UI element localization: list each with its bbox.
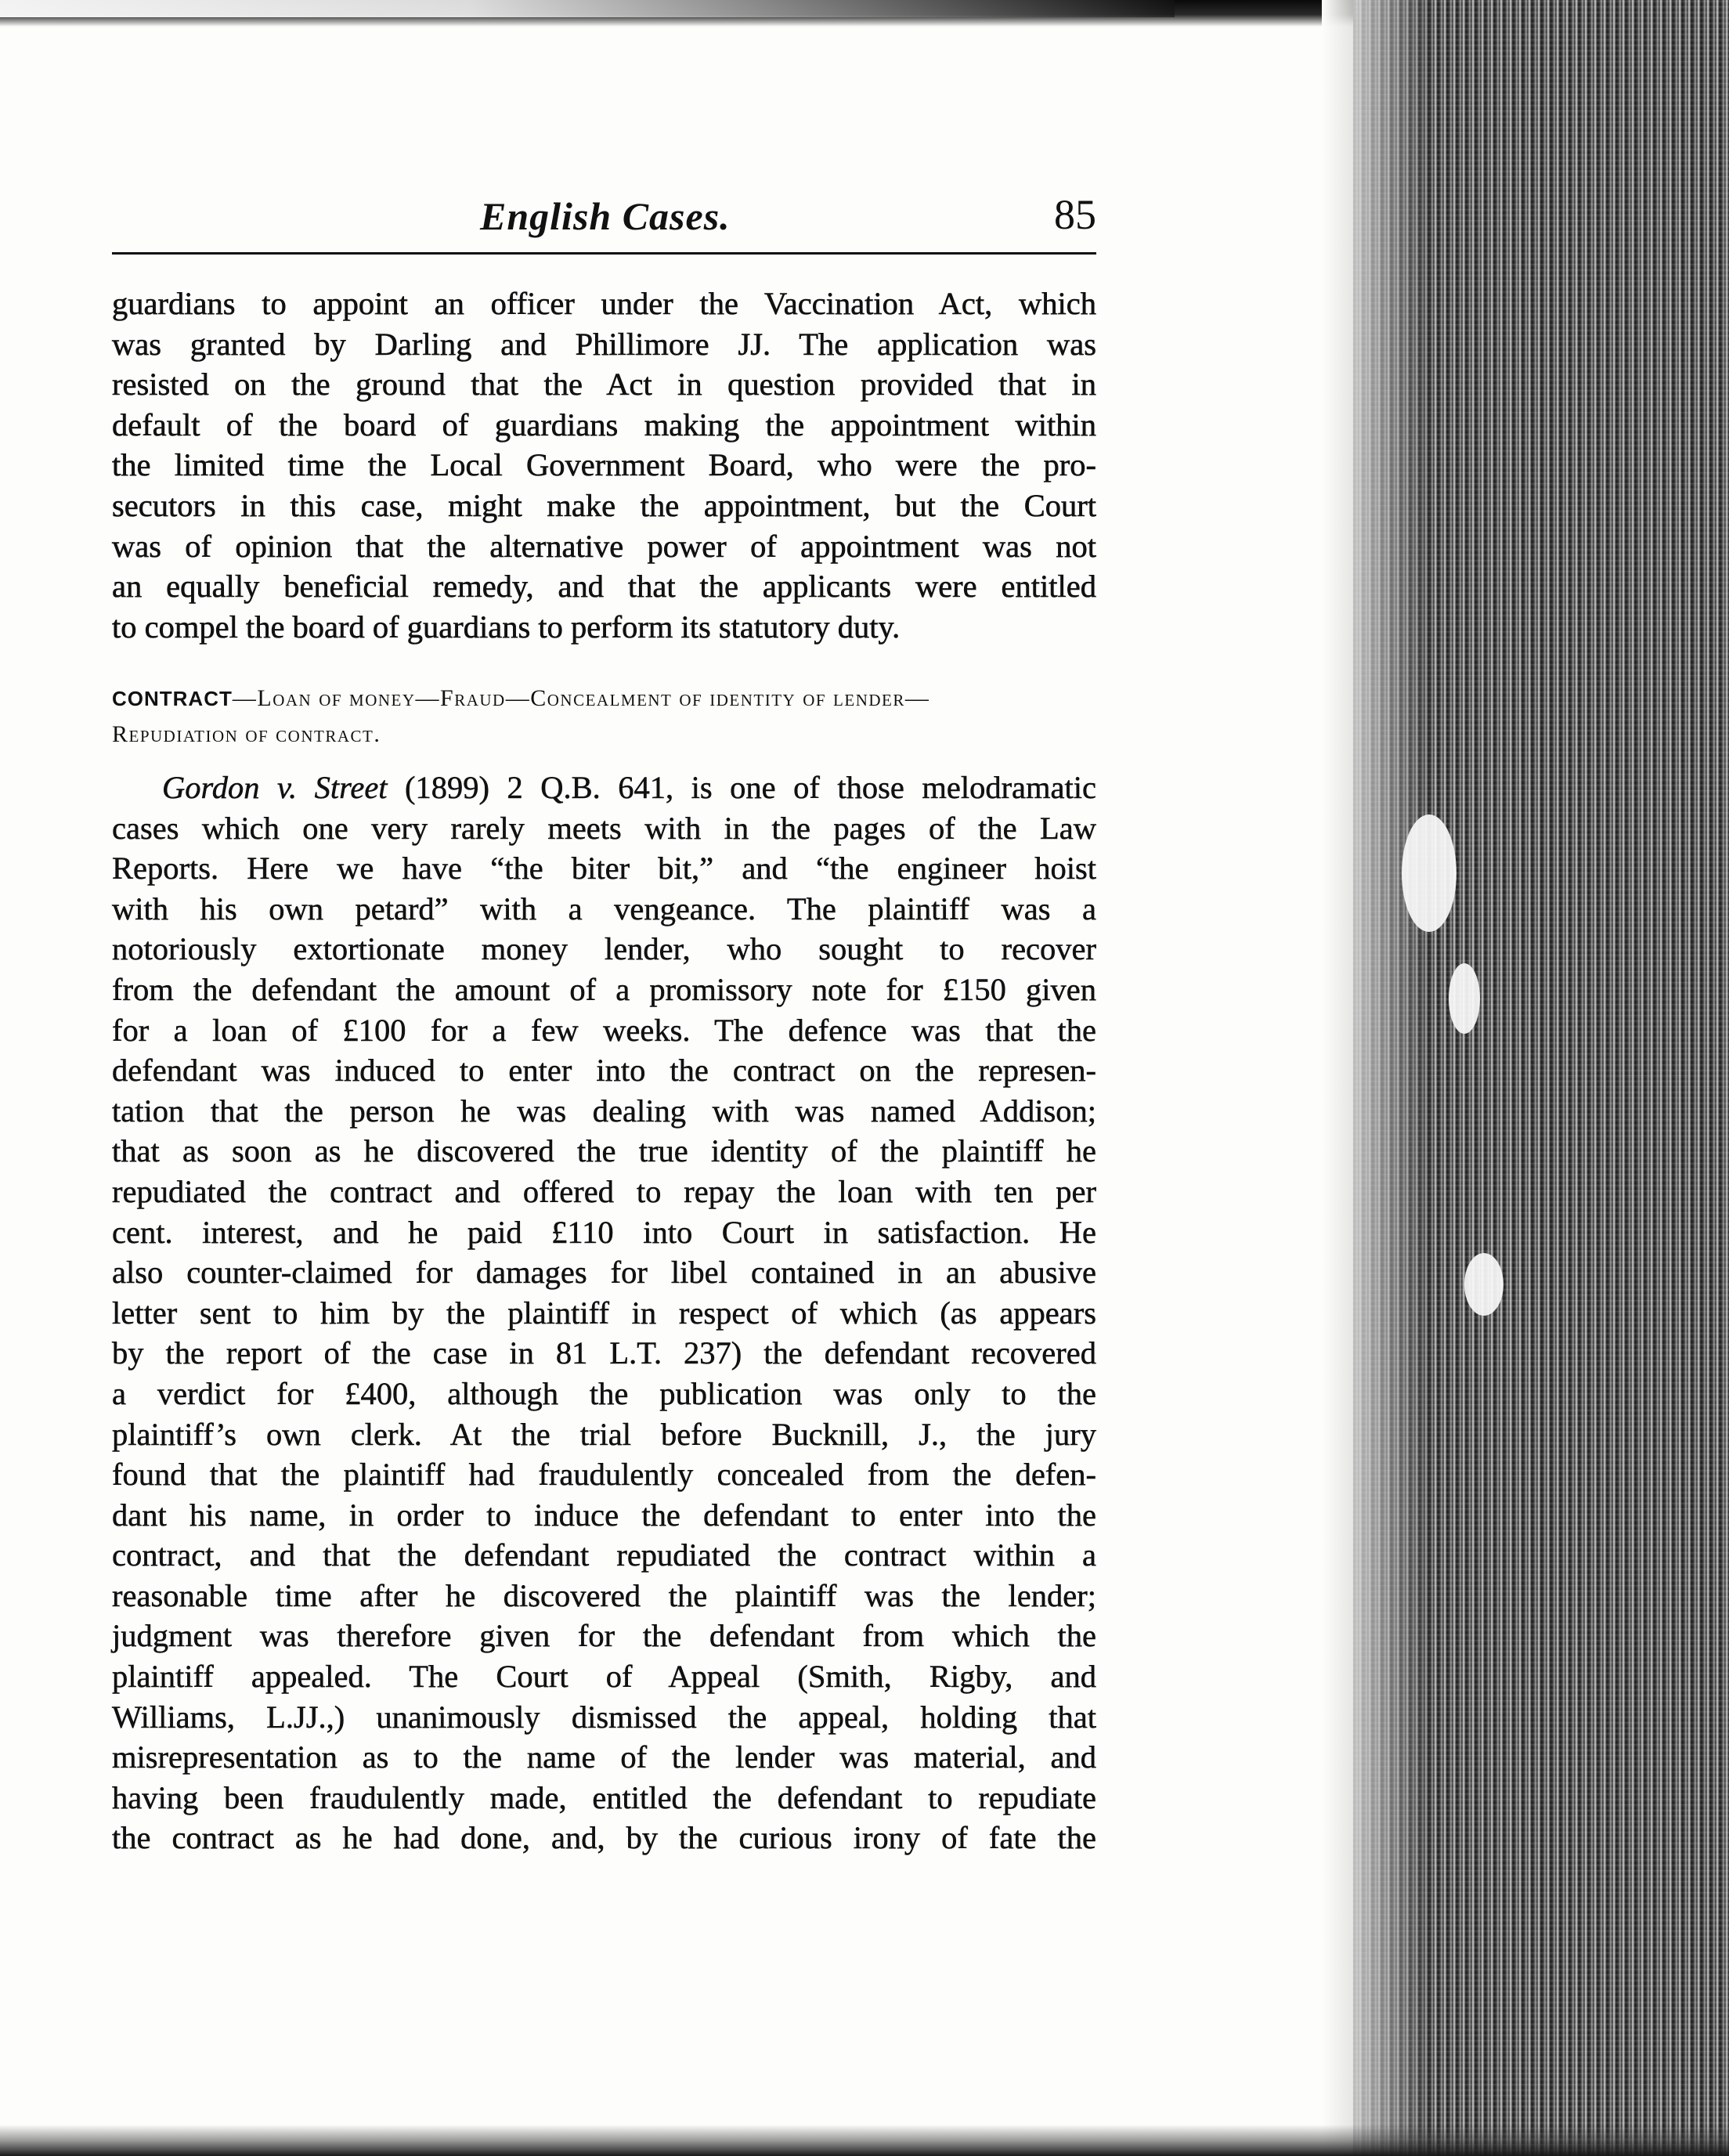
paragraph-2 [112, 767, 1096, 1858]
text-line: from the defendant the amount of a promissory note for £150 given [112, 971, 1096, 1007]
text-line: cent. interest, and he paid £110 into Court in satisfaction. He [112, 1214, 1096, 1250]
running-title: English Cases. [480, 194, 731, 238]
section-heading-line-1 [112, 681, 1096, 717]
spine-highlight [1464, 1253, 1503, 1316]
text-line: plaintiff’s own clerk. At the trial before Bucknill, J., the jury [112, 1416, 1096, 1452]
text-line: the contract as he had done, and, by the curious irony of fate the [112, 1820, 1096, 1856]
text-line: a verdict for £400, although the publication was only to the [112, 1375, 1096, 1411]
text-line: tation that the person he was dealing with was named Addison; [112, 1092, 1096, 1129]
text-line: judgment was therefore given for the defendant from which the [112, 1618, 1096, 1654]
text-line: with his own petard” with a vengeance. The plaintiff was a [112, 890, 1096, 926]
text-line: misrepresentation as to the name of the lender was material, and [112, 1739, 1096, 1775]
spine-highlight [1449, 963, 1480, 1034]
text-line: the limited time the Local Government Board, who were the pro- [112, 447, 1096, 483]
bottom-scan-edge [0, 2125, 1729, 2156]
page-number: 85 [1054, 191, 1096, 238]
case-name: Gordon v. Street [162, 770, 388, 805]
text-line: reasonable time after he discovered the plaintiff was the lender; [112, 1577, 1096, 1613]
text-line: secutors in this case, might make the appointment, but the Court [112, 487, 1096, 523]
text-line: an equally beneficial remedy, and that the applicants were entitled [112, 569, 1096, 605]
text-line: was of opinion that the alternative power of appointment was not [112, 528, 1096, 564]
text-line: dant his name, in order to induce the defendant to enter into the [112, 1497, 1096, 1533]
text-line: notoriously extortionate money lender, who sought to recover [112, 931, 1096, 967]
section-heading-subject-cont: Repudiation of contract. [112, 721, 381, 747]
section-heading-lead: CONTRACT [112, 687, 233, 710]
text-line-first [112, 767, 1096, 808]
page-gutter-shadow [1322, 0, 1431, 2156]
text-line: that as soon as he discovered the true identity of the plaintiff he [112, 1133, 1096, 1169]
text-line: by the report of the case in 81 L.T. 237) the defendant recovered [112, 1335, 1096, 1371]
text-line: found that the plaintiff had fraudulently concealed from the defen- [112, 1457, 1096, 1493]
text-line: letter sent to him by the plaintiff in respect of which (as appears [112, 1295, 1096, 1331]
text-line: contract, and that the defendant repudiated the contract within a [112, 1537, 1096, 1573]
section-heading-line-2 [112, 717, 1096, 753]
section-heading-subject: —Loan of money—Fraud—Concealment of identity of lender— [232, 685, 930, 711]
text-line: plaintiff appealed. The Court of Appeal (Smith, Rigby, and [112, 1659, 1096, 1695]
page-header [112, 184, 1096, 255]
spine-highlight [1402, 814, 1456, 932]
paragraph-1 [112, 283, 1096, 647]
text-line: defendant was induced to enter into the contract on the represen- [112, 1053, 1096, 1089]
text-line: guardians to appoint an officer under the Vaccination Act, which [112, 286, 1096, 321]
header-rule [112, 252, 1096, 255]
text-line: default of the board of guardians making the appointment within [112, 406, 1096, 442]
section-heading [112, 681, 1096, 753]
text-line: cases which one very rarely meets with in the pages of the Law [112, 810, 1096, 846]
text-line: was granted by Darling and Phillimore JJ. The application was [112, 326, 1096, 362]
text-line: having been fraudulently made, entitled the defendant to repudiate [112, 1779, 1096, 1815]
text-line: Reports. Here we have “the biter bit,” and “the engineer hoist [112, 850, 1096, 887]
text-line: to compel the board of guardians to perform its statutory duty. [112, 609, 901, 645]
text-line: also counter-claimed for damages for libel contained in an abusive [112, 1255, 1096, 1291]
text-line: Williams, L.JJ.,) unanimously dismissed the appeal, holding that [112, 1699, 1096, 1735]
top-scan-edge-fade [0, 0, 1175, 17]
text-line: resisted on the ground that the Act in question provided that in [112, 367, 1096, 403]
case-citation: (1899) 2 Q.B. 641, is one of those melodramatic [387, 770, 1096, 805]
text-line: repudiated the contract and offered to repay the loan with ten per [112, 1173, 1096, 1209]
text-line: for a loan of £100 for a few weeks. The defence was that the [112, 1012, 1096, 1048]
